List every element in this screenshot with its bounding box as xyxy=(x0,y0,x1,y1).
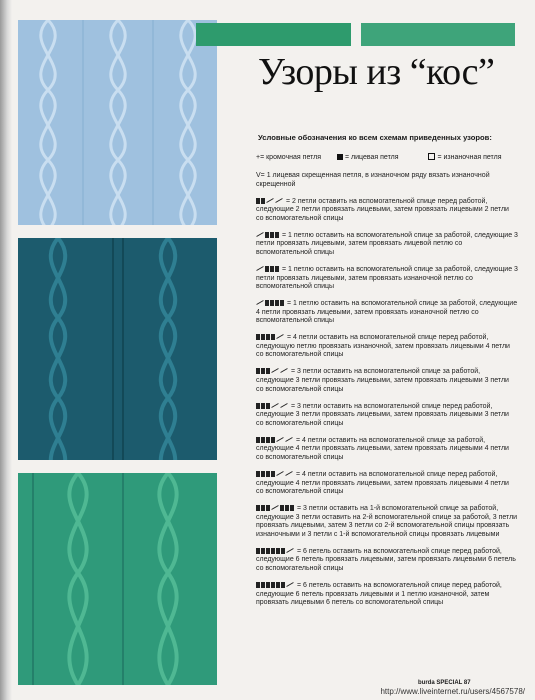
page-number: SPECIAL 87 xyxy=(436,680,471,686)
legend-crossed-stitch: V= 1 лицевая скрещенная петля, в изнаночном ряду вязать изнаночной скрещенной xyxy=(256,172,490,188)
legend-entry: = 1 петлю оставить на вспомогательной спице за работой, следующие 3 петли провязать лицевыми, затем провязать изнаночной петлю со вспомогательной спицы xyxy=(256,265,518,291)
cable-symbol-icon xyxy=(256,266,280,273)
legend-basic-symbols xyxy=(256,153,530,161)
purl-stitch-legend: = изнаночная петля xyxy=(428,154,515,161)
cable-symbol-icon xyxy=(256,198,284,205)
legend-entry: = 6 петель оставить на вспомогательной спице перед работой, следующие 6 петель провязать лицевыми, затем провязать лицевыми 6 петель со вспомогательной спицы xyxy=(256,547,516,573)
page-footer xyxy=(418,680,471,686)
cable-symbol-icon xyxy=(256,368,289,375)
cable-symbol-icon xyxy=(256,505,295,512)
knit-stitch-legend: = лицевая петля xyxy=(337,154,413,161)
purl-symbol-icon xyxy=(428,153,435,160)
cable-symbol-icon xyxy=(256,582,295,589)
brand-logo: burda xyxy=(418,680,435,686)
legend-heading: Условные обозначения ко всем схемам приведенных узоров: xyxy=(258,133,492,142)
cable-symbol-icon xyxy=(256,437,294,444)
legend-entry: = 2 петли оставить на вспомогательной спице перед работой, следующие 2 петли провязать лицевыми, затем провязать лицевыми 2 петли со вспомогательной спицы xyxy=(256,197,509,222)
page-title: Узоры из “кос” xyxy=(258,51,495,93)
header-bar-right xyxy=(361,23,515,46)
cable-symbol-icon xyxy=(256,300,285,307)
legend-entry: = 4 петли оставить на вспомогательной спице перед работой, следующую петлю провязать изнаночной, затем провязать лицевыми 4 петли со вспомогательной спицы xyxy=(256,334,510,359)
swatch-green xyxy=(18,473,217,685)
cable-symbol-icon xyxy=(256,403,289,410)
legend-entry: = 1 петлю оставить на вспомогательной спице за работой, следующие 3 петли провязать лицевыми, затем провязать лицевой петлю со вспомогательной спицы xyxy=(256,231,518,256)
watermark-url: http://www.liveinternet.ru/users/4567578/ xyxy=(380,687,525,696)
legend-entry: = 3 петли оставить на 1-й вспомогательной спице за работой, следующие 3 петли оставить на 2-й вспомогательной спице за работой, 3 петли провязать лицевыми, затем 3 петли со 2-й вспомогательной спицы провязать изнаночными и 3 петли с 1-й вспомогательной спицы провязать лицевыми xyxy=(256,505,518,538)
swatch-dark-teal xyxy=(18,238,217,460)
legend-entry: = 1 петлю оставить на вспомогательной спице за работой, следующие 4 петли провязать лицевыми, затем провязать изнаночной петлю со вспомогательной спицы xyxy=(256,300,518,325)
edge-stitch-legend: += кромочная петля xyxy=(256,154,322,161)
legend-entry: = 3 петли оставить на вспомогательной спице за работой, следующие 3 петли провязать лицевыми, затем провязать лицевыми 3 петли со вспомогательной спицы xyxy=(256,368,509,393)
cable-symbol-icon xyxy=(256,471,294,478)
legend-entries xyxy=(256,172,518,616)
cable-symbol-icon xyxy=(256,548,295,555)
swatch-light-blue xyxy=(18,20,217,225)
legend-entry: = 6 петель оставить на вспомогательной спице перед работой, следующие 6 петель провязать лицевыми и 1 петлю изнаночной, затем провязать лицевыми 6 петель со вспомогательной спицы xyxy=(256,582,502,607)
legend-entry: = 3 петли оставить на вспомогательной спице перед работой, следующие 3 петли провязать лицевыми, затем провязать лицевыми 3 петли со вспомогательной спицы xyxy=(256,402,509,427)
knit-symbol-icon xyxy=(337,154,343,160)
legend-entry: = 4 петли оставить на вспомогательной спице за работой, следующие 4 петли провязать лицевыми, затем провязать лицевыми 4 петли со вспомогательной спицы xyxy=(256,436,509,461)
cable-symbol-icon xyxy=(256,334,285,341)
cable-symbol-icon xyxy=(256,232,280,239)
legend-entry: = 4 петли оставить на вспомогательной спице перед работой, следующие 4 петли провязать лицевыми, затем провязать лицевыми 4 петли со вспомогательной спицы xyxy=(256,470,509,496)
page-binding xyxy=(0,0,12,700)
header-bar-left xyxy=(196,23,351,46)
